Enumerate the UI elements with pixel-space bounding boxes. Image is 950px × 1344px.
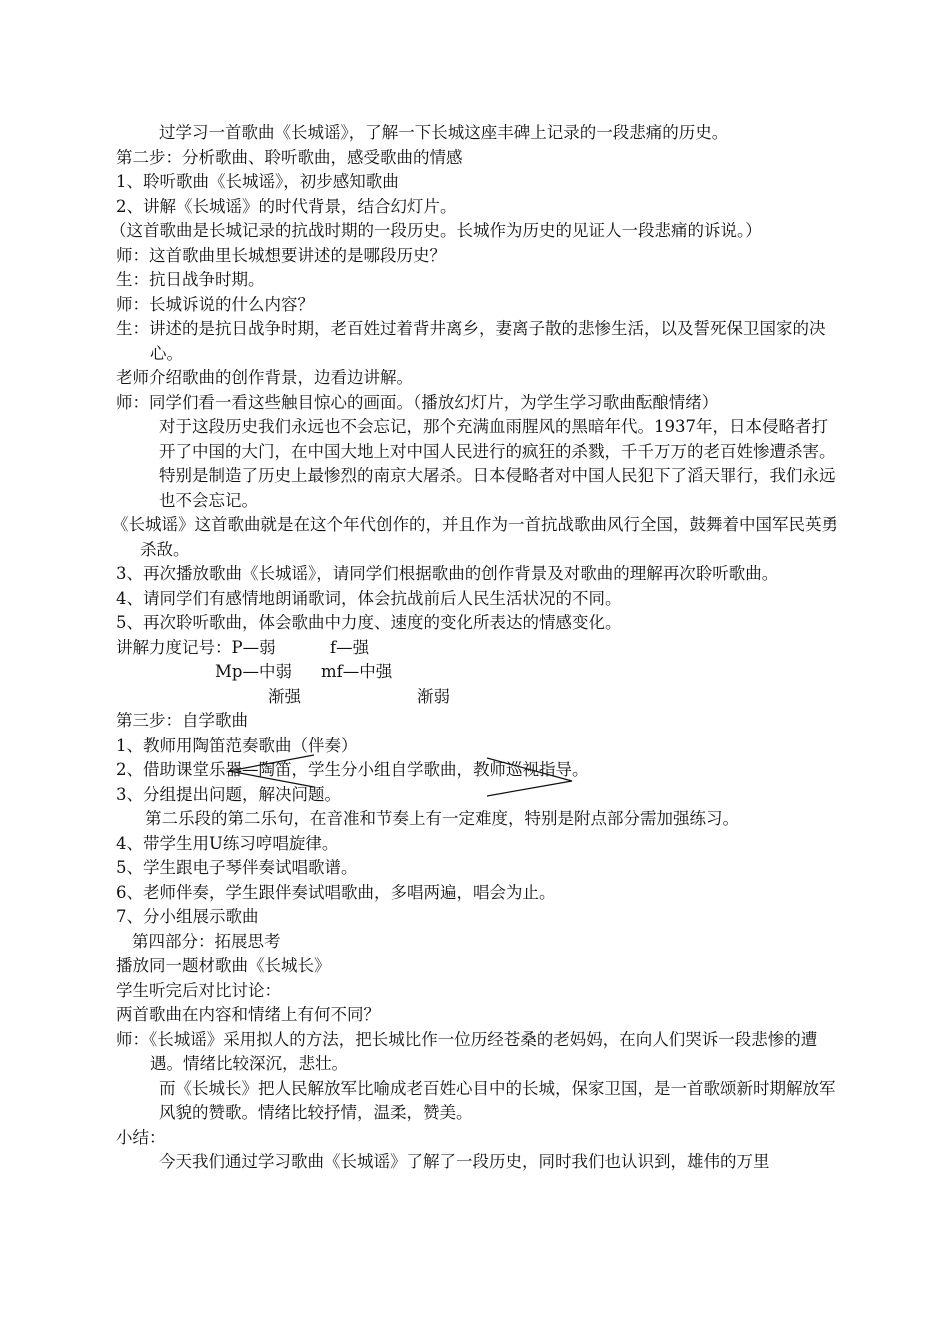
section-heading: 第四部分：拓展思考 <box>132 931 281 951</box>
list-item: 4、请同学们有感情地朗诵歌词，体会抗战前后人民生活状况的不同。 <box>116 588 622 608</box>
list-item: 4、带学生用U练习哼唱旋律。 <box>116 833 339 853</box>
paragraph: 过学习一首歌曲《长城谣》，了解一下长城这座丰碑上记录的一段悲痛的历史。 <box>159 123 729 142</box>
list-item: 7、分小组展示歌曲 <box>116 907 259 926</box>
dialogue-line: 师：长城诉说的什么内容？ <box>116 294 314 314</box>
paragraph: 第二乐段的第二乐句，在音准和节奏上有一定难度，特别是附点部分需加强练习。 <box>145 809 739 828</box>
list-item: 3、再次播放歌曲《长城谣》，请同学们根据歌曲的创作背景及对歌曲的理解再次聆听歌曲。 <box>116 564 779 583</box>
list-item: 2、讲解《长城谣》的时代背景，结合幻灯片。 <box>116 196 457 216</box>
list-item: 5、再次聆听歌曲，体会歌曲中力度、速度的变化所表达的情感变化。 <box>116 613 622 632</box>
section-heading: 第三步：自学歌曲 <box>116 711 248 730</box>
paragraph: 老师介绍歌曲的创作背景，边看边讲解。 <box>116 368 413 387</box>
list-item: 5、学生跟电子琴伴奏试唱歌谱。 <box>116 858 358 877</box>
paragraph: 而《长城长》把人民解放军比喻成老百姓心目中的长城，保家卫国，是一首歌颂新时期解放军风貌的赞歌。情绪比较抒情，温柔，赞美。 <box>159 1078 836 1122</box>
dialogue-line: 师：同学们看一看这些触目惊心的画面。（播放幻灯片，为学生学习歌曲酝酿情绪） <box>116 392 719 412</box>
paragraph: 两首歌曲在内容和情绪上有何不同？ <box>116 1005 380 1024</box>
dynamics-label: mf—中强 <box>321 662 393 681</box>
paragraph: 今天我们通过学习歌曲《长城谣》了解了一段历史，同时我们也认识到，雄伟的万里 <box>159 1152 770 1171</box>
dynamics-row-2 <box>116 660 838 685</box>
list-item: 1、聆听歌曲《长城谣》，初步感知歌曲 <box>116 172 399 191</box>
dynamics-row-1 <box>116 636 838 661</box>
list-item: 3、分组提出问题，解决问题。 <box>116 784 341 804</box>
paragraph: （这首歌曲是长城记录的抗战时期的一段历史。长城作为历史的见证人一段悲痛的诉说。） <box>110 221 762 240</box>
dialogue-line: 师：这首歌曲里长城想要讲述的是哪段历史？ <box>116 245 446 265</box>
paragraph: 播放同一题材歌曲《长城长》 <box>116 956 331 975</box>
list-item: 2、借助课堂乐器—陶笛，学生分小组自学歌曲，教师巡视指导。 <box>116 760 589 779</box>
dynamics-label: f—强 <box>330 637 370 657</box>
decrescendo-label: 渐弱 <box>417 686 450 706</box>
dynamics-label: Mp—中弱 <box>215 662 292 681</box>
dialogue-line: 生：抗日战争时期。 <box>116 270 265 289</box>
crescendo-label: 渐强 <box>268 686 301 706</box>
hairpin-row <box>116 685 838 710</box>
section-heading: 第二步：分析歌曲、聆听歌曲，感受歌曲的情感 <box>116 147 463 167</box>
dialogue-line: 生：讲述的是抗日战争时期，老百姓过着背井离乡，妻离子散的悲惨生活，以及誓死保卫国家的决心。 <box>116 319 826 363</box>
list-item: 6、老师伴奏，学生跟伴奏试唱歌曲，多唱两遍，唱会为止。 <box>116 882 556 902</box>
dialogue-line: 师：《长城谣》采用拟人的方法，把长城比作一位历经苍桑的老妈妈，在向人们哭诉一段悲惨的遭遇。情绪比较深沉，悲壮。 <box>116 1029 818 1073</box>
dynamics-label: 讲解力度记号：P—弱 <box>116 637 276 657</box>
paragraph: 《长城谣》这首歌曲就是在这个年代创作的，并且作为一首抗战歌曲风行全国，鼓舞着中国军民英勇杀敌。 <box>112 515 838 559</box>
paragraph: 学生听完后对比讨论： <box>116 980 281 1000</box>
list-item: 1、教师用陶笛范奏歌曲（伴奏） <box>116 735 358 755</box>
paragraph: 对于这段历史我们永远也不会忘记，那个充满血雨腥风的黑暗年代。1937年，日本侵略者打开了中国的大门，在中国大地上对中国人民进行的疯狂的杀戮，千千万万的老百姓惨遭杀害。特别是制造了历史上最惨烈的南京大屠杀。日本侵略者对中国人民犯下了滔天罪行，我们永远也不会忘记。 <box>159 417 836 510</box>
document-body <box>110 121 838 1175</box>
paragraph: 小结： <box>116 1127 166 1147</box>
